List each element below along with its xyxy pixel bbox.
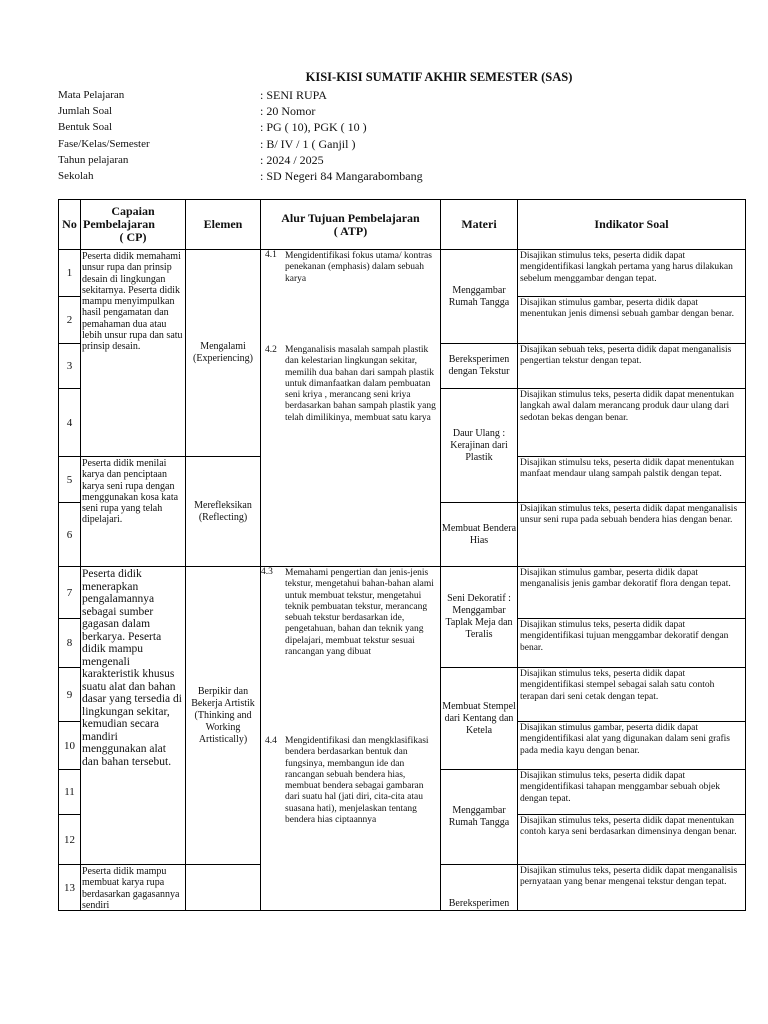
header-materi: Materi bbox=[441, 200, 518, 250]
elemen-line: Working bbox=[205, 721, 241, 733]
elemen-line: Bekerja Artistik bbox=[191, 697, 255, 709]
indikator-cell: Disajikan stimulus teks, peserta didik dapat menganalisis pernyataan yang benar mengenai tekstur dengan tepat. bbox=[518, 865, 746, 911]
cp-text: Peserta didik mampu membuat karya rupa berdasarkan gagasannya sendiri bbox=[82, 866, 180, 910]
materi-cell: Daur Ulang : Kerajinan dari Plastik bbox=[441, 389, 518, 503]
indikator-cell: Disajikan sebuah teks, peserta didik dapat menganalisis pengertian tekstur dengan tepat. bbox=[518, 344, 746, 389]
materi-cell: Membuat Stempel dari Kentang dan Ketela bbox=[441, 668, 518, 770]
elemen-line: Artistically) bbox=[198, 733, 248, 745]
atp-number: 4.4 bbox=[265, 736, 277, 746]
document-title: KISI-KISI SUMATIF AKHIR SEMESTER (SAS) bbox=[305, 70, 573, 84]
info-label: Jumlah Soal bbox=[58, 105, 113, 118]
info-value: : 2024 / 2025 bbox=[260, 152, 324, 167]
indikator-cell: Disajikan stimulus teks, peserta didik dapat menentukan contoh karya seni berdasarkan dimensinya dengan benar. bbox=[518, 815, 746, 865]
elemen-line: (Reflecting) bbox=[198, 511, 248, 523]
atp-text: Memahami pengertian dan jenis-jenis tekstur, mengetahui bahan-bahan alami untuk membuat tekstur, mengetahui teknik pembuatan tekstur, merancang sebuah tekstur berdasarkan ide, pengetahuan, bahan dan teknik yang dipelajari, membuat tekstur sesuai rancangan yang dibuat bbox=[285, 568, 434, 658]
indikator-cell: Disajikan stimulus teks, peserta didik dapat menentukan langkah awal dalam merancang produk daur ulang dari sedotan bekas dengan benar. bbox=[518, 389, 746, 457]
info-value: : SD Negeri 84 Mangarabombang bbox=[260, 168, 423, 183]
indikator-cell: Disajikan stimulus teks, peserta didik dapat mengidentifikasi tahapan menggambar sebuah objek dengan tepat. bbox=[518, 770, 746, 815]
elemen-line: (Experiencing) bbox=[193, 353, 253, 364]
atp-text: Menganalisis masalah sampah plastik dan kelestarian lingkungan sekitar, memilih dua bahan dari sampah plastik untuk dimanfaatkan dalam pembuatan seni kriya , merancang seni kriya berdasarkan bahan sampah plastik yang telah dimilikinya, membuat satu karya bbox=[285, 345, 436, 423]
info-row-phase-class-semester bbox=[58, 136, 708, 152]
atp-cell bbox=[261, 567, 441, 911]
info-value: : B/ IV / 1 ( Ganjil ) bbox=[260, 136, 356, 151]
indikator-cell: Disajikan stimulus teks, peserta didik dapat mengidentifikasi stempel sebagai salah satu contoh terapan dari seni cetak dengan tepat. bbox=[518, 668, 746, 722]
cp-text: Peserta didik menilai karya dan penciptaan karya seni rupa dengan menggunakan kosa kata seni rupa yang telah dipelajari. bbox=[82, 458, 179, 526]
header-atp-line1: Alur Tujuan Pembelajaran bbox=[281, 210, 420, 225]
header-cp bbox=[81, 200, 186, 250]
info-value: : 20 Nomor bbox=[260, 104, 316, 119]
atp-text: Mengidentifikasi fokus utama/ kontras penekanan (emphasis) dalam sebuah karya bbox=[285, 251, 432, 284]
materi-cell: Seni Dekoratif : Menggambar Taplak Meja dan Teralis bbox=[441, 567, 518, 668]
elemen-line: Merefleksikan bbox=[194, 499, 252, 511]
header-cp-line3: ( CP) bbox=[119, 230, 147, 244]
elemen-line: (Thinking and bbox=[194, 709, 252, 721]
row-number: 10 bbox=[59, 722, 81, 770]
header-atp-line2: ( ATP) bbox=[333, 223, 368, 238]
indikator-cell: Disajikan stimulus gambar, peserta didik dapat menganalisis jenis gambar dekoratif flora dengan tepat. bbox=[518, 567, 746, 619]
elemen-cell bbox=[186, 865, 261, 911]
info-value: : PG ( 10), PGK ( 10 ) bbox=[260, 120, 367, 135]
info-row-question-type bbox=[58, 119, 708, 135]
row-number: 2 bbox=[59, 297, 81, 344]
atp-text: Mengidentifikasi dan mengklasifikasi bendera berdasarkan bentuk dan fungsinya, membangun ide dan rancangan sebuah bendera hias, membuat bendera sebagai gambaran dari suatu hal (jati diri, cita-cita atau suasana hati), menjelaskan tentang bendera hias ciptaannya bbox=[285, 736, 429, 826]
indikator-cell: Dsiajikan stimulus teks, peserta didik dapat menganalisis unsur seni rupa pada sebuah bendera hias dengan benar. bbox=[518, 503, 746, 567]
cp-text: Peserta didik memahami unsur rupa dan prinsip desain di lingkungan sekitarnya. Peserta didik mampu menyimpulkan hasil pengamatan dan pemahaman dua atau lebih unsur rupa dan satu prinsip desain. bbox=[82, 251, 183, 353]
cp-cell bbox=[81, 457, 186, 567]
table-header-row bbox=[59, 200, 746, 250]
table-row bbox=[59, 250, 746, 297]
row-number: 6 bbox=[59, 503, 81, 567]
elemen-cell bbox=[186, 457, 261, 567]
atp-cell bbox=[261, 250, 441, 567]
cp-cell bbox=[81, 567, 186, 865]
atp-number: 4.1 bbox=[265, 250, 277, 260]
header-atp bbox=[261, 200, 441, 250]
materi-cell bbox=[441, 865, 518, 911]
indikator-cell: Disajikan stimulus gambar, peserta didik dapat mengidentifikasi alat yang digunakan dalam seni grafis pada media kayu dengan benar. bbox=[518, 722, 746, 770]
indikator-cell: Disajikan stimulus gambar, peserta didik dapat menentukan jenis dimensi sebuah gambar dengan benar. bbox=[518, 297, 746, 344]
header-cp-line2: Pembelajaran bbox=[83, 217, 155, 231]
materi-cell: Bereksperimen dengan Tekstur bbox=[441, 344, 518, 389]
row-number: 13 bbox=[59, 865, 81, 911]
atp-item bbox=[261, 345, 440, 424]
elemen-line: Mengalami bbox=[200, 341, 246, 352]
row-number: 1 bbox=[59, 250, 81, 297]
info-label: Mata Pelajaran bbox=[58, 89, 125, 101]
info-label: Tahun pelajaran bbox=[58, 153, 129, 166]
atp-item bbox=[261, 567, 440, 736]
indikator-cell: Disajikan stimulsu teks, peserta didik dapat menentukan manfaat mendaur ulang sampah palstik dengan tepat. bbox=[518, 457, 746, 503]
row-number: 3 bbox=[59, 344, 81, 389]
materi-text: Bereksperimen bbox=[448, 898, 510, 909]
elemen-cell bbox=[186, 567, 261, 865]
materi-cell: Membuat Bendera Hias bbox=[441, 503, 518, 567]
info-label: Bentuk Soal bbox=[58, 121, 113, 134]
elemen-line: Berpikir dan bbox=[197, 685, 249, 697]
table-row bbox=[59, 567, 746, 619]
row-number: 5 bbox=[59, 457, 81, 503]
row-number: 11 bbox=[59, 770, 81, 815]
row-number: 12 bbox=[59, 815, 81, 865]
grid-table bbox=[58, 199, 746, 911]
info-row-school-year bbox=[58, 152, 708, 168]
indikator-cell: Disajikan stimulus teks, peserta didik dapat mengidentifikasi langkah pertama yang harus dilakukan sebelum menggambar dengan tepat. bbox=[518, 250, 746, 297]
header-elemen: Elemen bbox=[186, 200, 261, 250]
row-number: 7 bbox=[59, 567, 81, 619]
row-number: 8 bbox=[59, 619, 81, 668]
info-value: : SENI RUPA bbox=[260, 88, 327, 102]
cp-cell bbox=[81, 865, 186, 911]
atp-number: 4.3 bbox=[261, 567, 273, 577]
header-cp-line1: Capaian bbox=[111, 204, 155, 218]
document-info bbox=[58, 87, 708, 184]
header-indikator: Indikator Soal bbox=[518, 200, 746, 250]
row-number: 9 bbox=[59, 668, 81, 722]
elemen-cell bbox=[186, 250, 261, 457]
info-label: Sekolah bbox=[58, 169, 94, 182]
atp-item bbox=[261, 250, 440, 345]
atp-item bbox=[261, 736, 440, 826]
atp-number: 4.2 bbox=[265, 345, 277, 355]
info-row-subject bbox=[58, 87, 708, 103]
header-no: No bbox=[59, 200, 81, 250]
cp-text: Peserta didik menerapkan pengalamannya sebagai sumber gagasan dalam berkarya. Peserta didik mampu mengenali karakteristik khusus suatu alat dan bahan dasar yang tersedia di lingkungan sekitar, kemudian secara mandiri menggunakan alat dan bahan tersebut. bbox=[82, 568, 182, 768]
info-row-question-count bbox=[58, 103, 708, 119]
info-row-school bbox=[58, 168, 708, 184]
materi-cell: Menggambar Rumah Tangga bbox=[441, 770, 518, 865]
row-number: 4 bbox=[59, 389, 81, 457]
info-label: Fase/Kelas/Semester bbox=[58, 137, 150, 150]
materi-cell: Menggambar Rumah Tangga bbox=[441, 250, 518, 344]
indikator-cell: Disajikan stimulus teks, peserta didik dapat mengidentifikasi tujuan menggambar dekoratif dengan benar. bbox=[518, 619, 746, 668]
cp-cell bbox=[81, 250, 186, 457]
